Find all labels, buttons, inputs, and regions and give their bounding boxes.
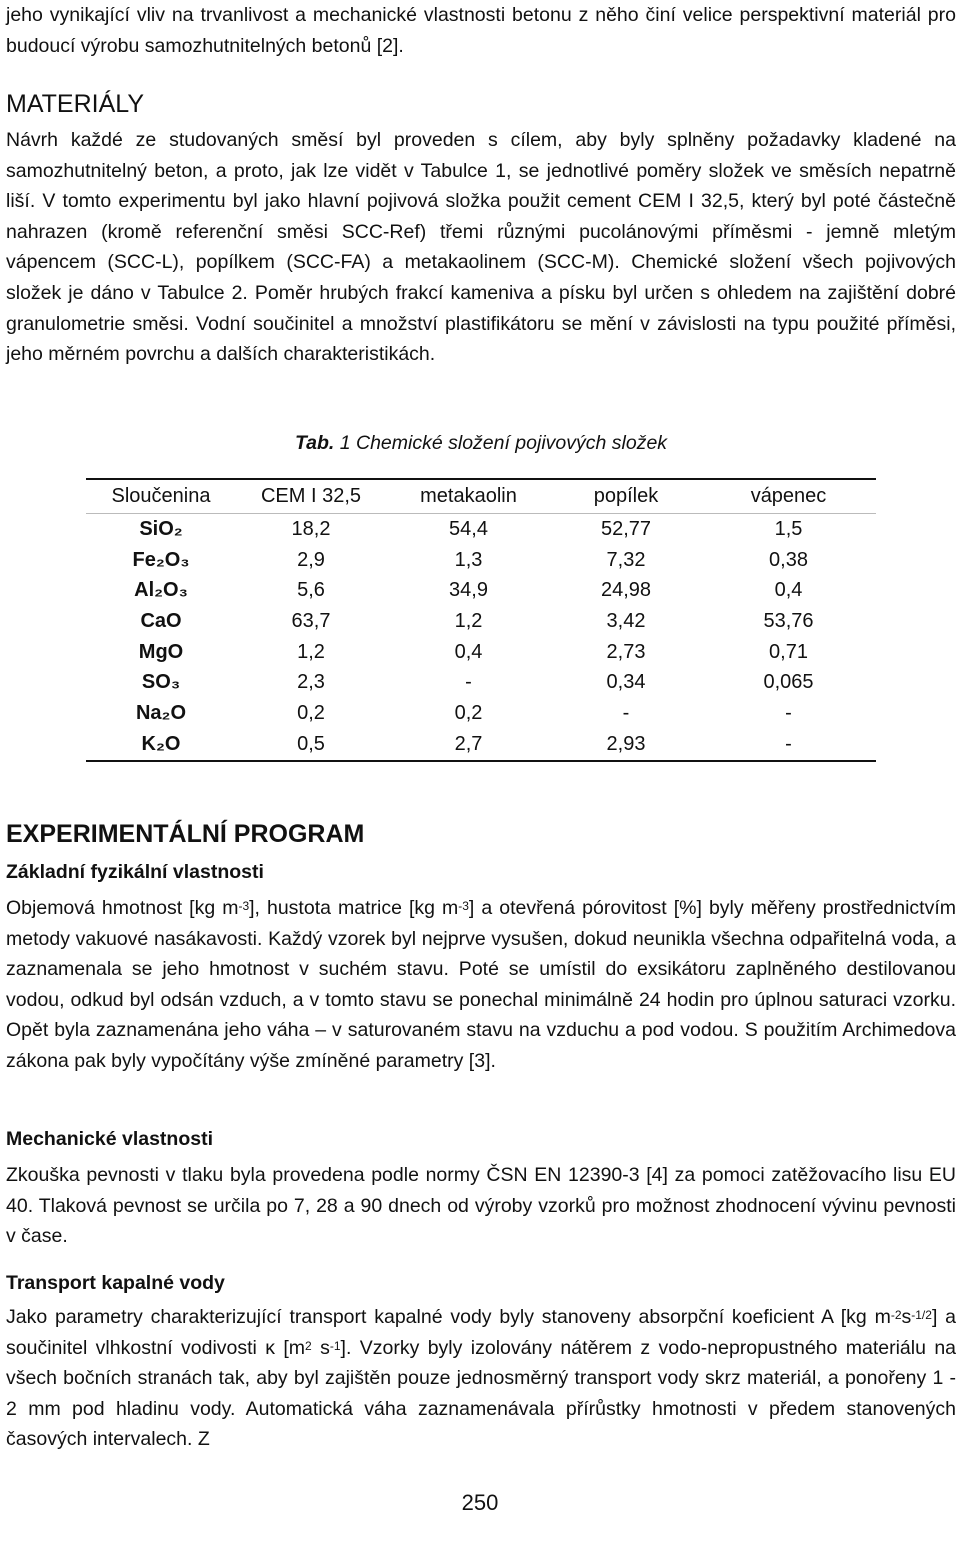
experimental-heading: EXPERIMENTÁLNÍ PROGRAM xyxy=(6,820,365,848)
transport-text-5: ]. Vzorky byly izolovány nátěrem z vodo-nepropustného materiálu na všech bočních stranách tak, aby byl zajištěn pouze jednosměrný transport vody skrz materiál, a ponořeny 1 - 2 mm pod hladinu vody. Automatická váha zaznamenávala přírůstky hmotnosti v předem stanovených časových intervalech. Z xyxy=(6,1336,957,1451)
value-cell: - xyxy=(465,671,472,694)
compound-cell: Al₂O₃ xyxy=(134,579,188,602)
basic-sup-2: -3 xyxy=(458,899,469,913)
caption-number: 1 xyxy=(334,432,351,454)
header-cell: vápenec xyxy=(701,479,876,514)
value-cell: 2,73 xyxy=(606,640,646,663)
compound-cell: K₂O xyxy=(86,729,236,761)
value-cell: 7,32 xyxy=(606,548,646,571)
value-cell: 1,3 xyxy=(454,548,483,571)
header-cell: Sloučenina xyxy=(86,479,236,514)
table-row xyxy=(86,514,876,545)
transport-text-2: s xyxy=(901,1306,912,1328)
table-row xyxy=(86,667,876,698)
materials-text-b: V tomto experimentu byl jako hlavní pojivová složka použit cement CEM I 32,5, který byl poté částečně nahrazen (kromě referenční směsi SCC-Ref) třemi různými pucolánovými příměsmi - jemně mletým vápencem (SCC-L), popílkem (SCC-FA) a metakaolinem (SCC-M). Chemické složení všech pojivových složek je dáno v Tabulce 2. Poměr hrubých frakcí kameniva a písku byl určen s ohledem na zajištění dobré granulometrie směsi. Vodní součinitel a množství plastifikátoru se mění v závislosti na typu použité příměsi, jeho měrném povrchu a dalších charakteristikách. xyxy=(6,190,956,366)
transport-sup-4: -1 xyxy=(329,1338,341,1353)
value-cell: 54,4 xyxy=(449,517,488,540)
basic-sup-1: -3 xyxy=(238,899,250,913)
table-row xyxy=(86,575,876,606)
materials-text-a: Návrh každé ze studovaných směsí byl proveden s cílem, aby byly splněny požadavky kladené na samozhutnitelný beton, a proto, jak lze vidět v Tabulce 1, se jednotlivé poměry složek ve směsích nepatrně liší. xyxy=(6,129,956,213)
basic-properties-heading: Základní fyzikální vlastnosti xyxy=(6,861,264,883)
table-row xyxy=(86,606,876,637)
page-number: 250 xyxy=(461,1490,499,1515)
value-cell: 0,71 xyxy=(769,640,808,663)
materials-heading: MATERIÁLY xyxy=(6,90,144,118)
header-cell: metakaolin xyxy=(386,479,551,514)
value-cell: 2,7 xyxy=(386,729,551,761)
mechanical-properties-heading: Mechanické vlastnosti xyxy=(6,1128,213,1150)
mechanical-properties-paragraph: Zkouška pevnosti v tlaku byla provedena podle normy ČSN EN 12390-3 [4] za pomoci zatěžovacího lisu EU 40. Tlaková pevnost se určila po 7, 28 a 90 dnech od výroby vzorků pro možnost zhodnocení vývinu pevnosti v čase. xyxy=(6,1164,956,1248)
value-cell: 52,77 xyxy=(600,517,652,540)
value-cell: 0,38 xyxy=(769,548,808,571)
value-cell: 0,2 xyxy=(297,701,325,724)
value-cell: 1,2 xyxy=(297,640,325,663)
value-cell: 24,98 xyxy=(600,579,652,602)
value-cell: 0,4 xyxy=(454,640,483,663)
compound-cell: CaO xyxy=(140,609,182,632)
transport-text-1: Jako parametry charakterizující transport kapalné vody byly stanoveny absorpční koeficient A [kg m xyxy=(6,1306,891,1328)
compound-cell: SO₃ xyxy=(141,671,181,694)
value-cell: 18,2 xyxy=(291,517,331,540)
transport-text-3: ] a součinitel vlhkostní vodivosti κ [m xyxy=(6,1306,956,1359)
table-row xyxy=(86,729,876,761)
caption-label: Tab. xyxy=(294,432,335,454)
value-cell: 0,4 xyxy=(774,579,803,602)
value-cell: 5,6 xyxy=(297,579,325,602)
transport-sup-2: -1/2 xyxy=(911,1308,932,1322)
value-cell: 2,3 xyxy=(297,671,325,694)
basic-text-1: Objemová hmotnost [kg m xyxy=(6,897,239,919)
caption-text: Chemické složení pojivových složek xyxy=(350,432,668,454)
value-cell: 0,34 xyxy=(606,671,646,694)
chemical-composition-table xyxy=(86,478,876,762)
compound-cell: MgO xyxy=(138,640,184,663)
materials-paragraph xyxy=(6,125,956,370)
basic-text-2: ], hustota matrice [kg m xyxy=(249,897,459,919)
value-cell: 0,065 xyxy=(763,671,814,694)
table-row xyxy=(86,637,876,668)
basic-properties-paragraph xyxy=(6,893,956,1077)
compound-cell: Na₂O xyxy=(135,701,186,724)
table-header-row xyxy=(86,479,876,514)
header-cell: CEM I 32,5 xyxy=(236,479,386,514)
value-cell: 2,9 xyxy=(297,548,325,571)
value-cell: - xyxy=(701,729,876,761)
water-transport-heading: Transport kapalné vody xyxy=(6,1272,225,1294)
value-cell: 0,2 xyxy=(454,701,483,724)
value-cell: 34,9 xyxy=(449,579,488,602)
intro-paragraph: jeho vynikající vliv na trvanlivost a mechanické vlastnosti betonu z něho činí velice perspektivní materiál pro budoucí výrobu samozhutnitelných betonů [2]. xyxy=(6,4,956,57)
transport-sup-1: -2 xyxy=(890,1308,902,1322)
table-row xyxy=(86,545,876,576)
value-cell: 1,5 xyxy=(774,517,803,540)
transport-sup-3: 2 xyxy=(305,1338,312,1353)
transport-text-4: s xyxy=(311,1336,330,1359)
water-transport-paragraph xyxy=(6,1302,956,1455)
header-cell: popílek xyxy=(551,479,701,514)
value-cell: 53,76 xyxy=(763,609,814,632)
value-cell: - xyxy=(622,701,630,724)
value-cell: 0,5 xyxy=(236,729,386,761)
value-cell: - xyxy=(785,701,792,724)
value-cell: 3,42 xyxy=(606,609,646,632)
table-caption xyxy=(6,428,956,458)
compound-cell: Fe₂O₃ xyxy=(132,548,190,571)
table-row xyxy=(86,698,876,729)
value-cell: 63,7 xyxy=(291,609,331,632)
value-cell: 2,93 xyxy=(551,729,701,761)
value-cell: 1,2 xyxy=(454,609,483,632)
compound-cell: SiO₂ xyxy=(139,517,183,540)
basic-text-3: ] a otevřená pórovitost [%] byly měřeny prostřednictvím metody vakuové nasákavosti. Každý vzorek byl nejprve vysušen, dokud neunikla všechna odpařitelná voda, a zaznamenala se jeho hmotnost v suchém stavu. Poté se umístil do exsikátoru zaplněného destilovanou vodou, odkud byl odsán vzduch, a v tomto stavu se ponechal minimálně 24 hodin pro úplnou saturaci vzorku. Opět byla zaznamenána jeho váha – v saturovaném stavu na vzduchu a pod vodou. S použitím Archimedova zákona pak byly vypočítány výše zmíněné parametry [3]. xyxy=(6,897,957,1072)
